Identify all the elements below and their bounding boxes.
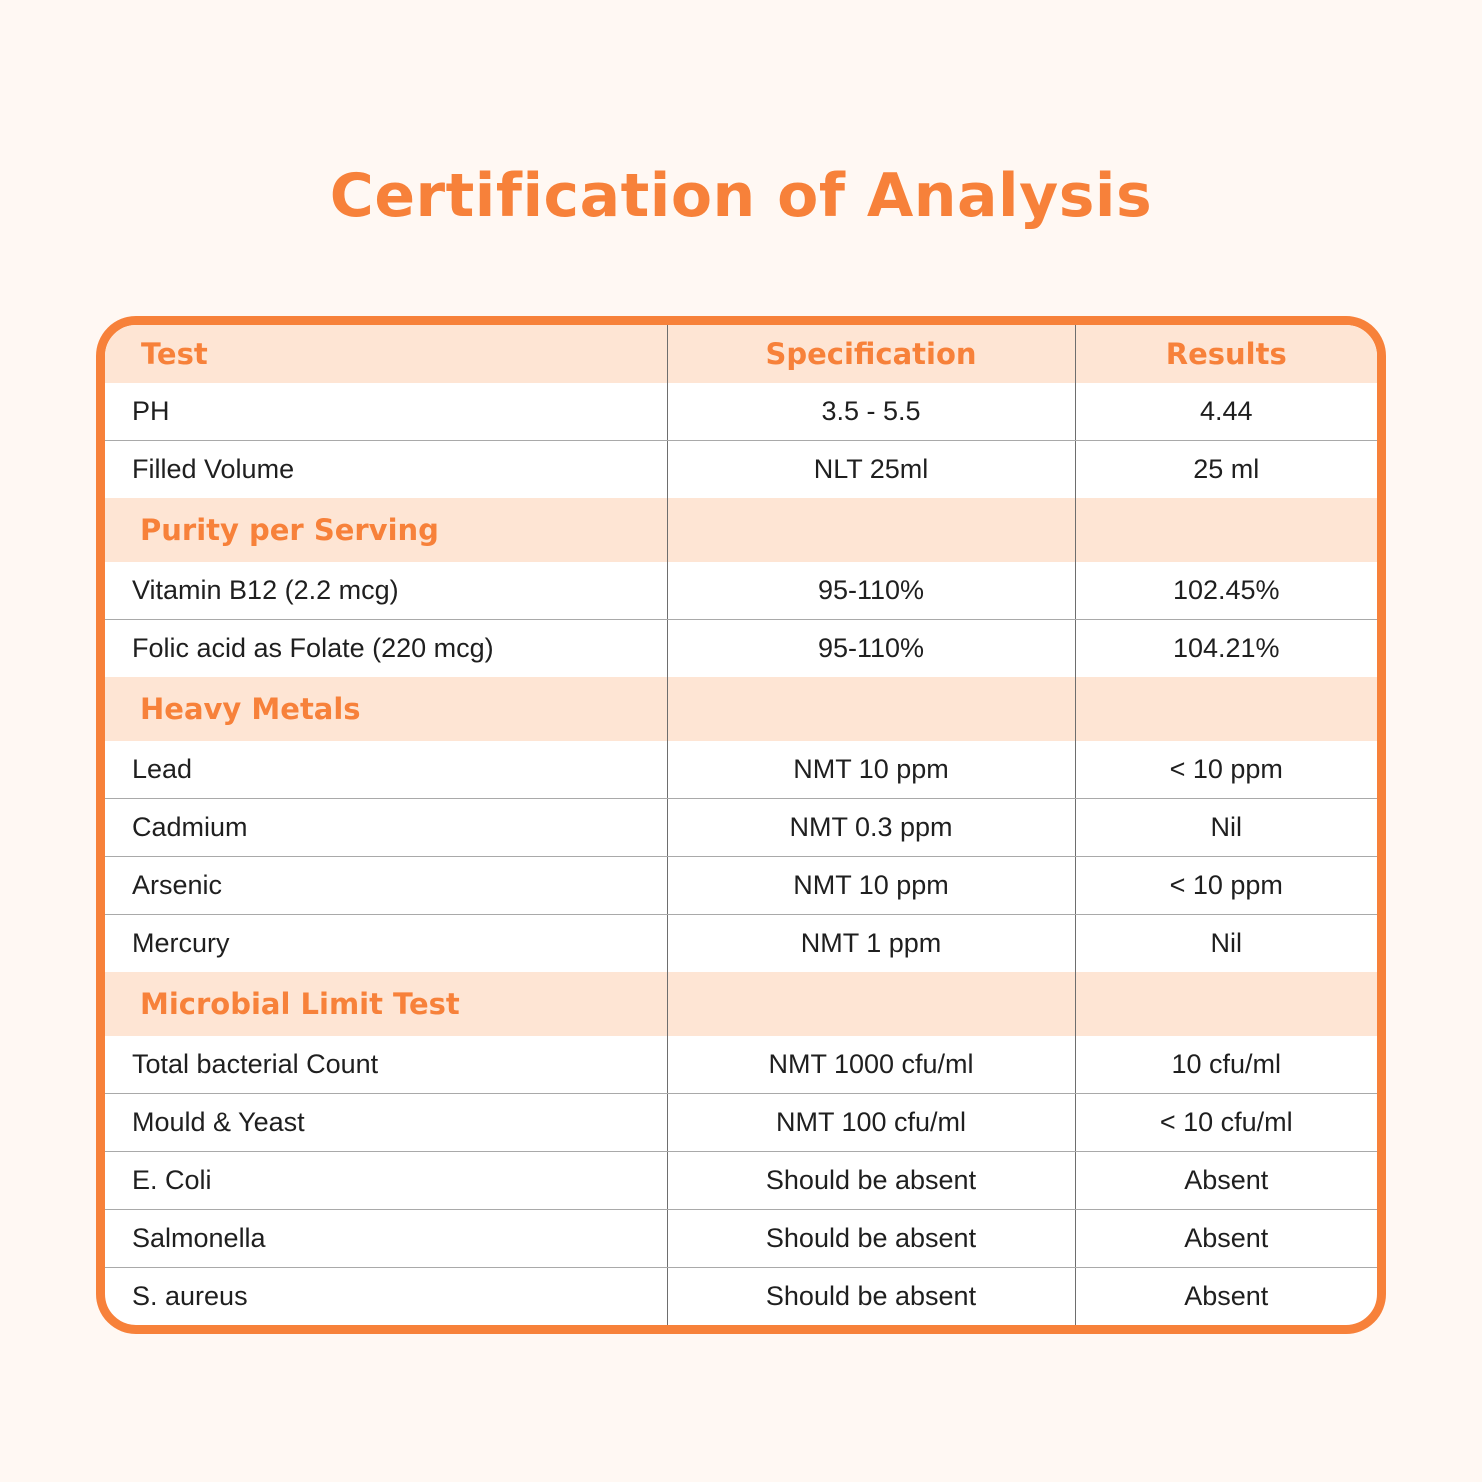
section-header-row <box>105 498 1377 562</box>
cell-result: Absent <box>1075 1268 1377 1326</box>
cell-test: Mould & Yeast <box>105 1094 667 1152</box>
cell-specification: Should be absent <box>667 1152 1075 1210</box>
cell-specification: NMT 100 cfu/ml <box>667 1094 1075 1152</box>
table-row <box>105 1210 1377 1268</box>
cell-result: Absent <box>1075 1210 1377 1268</box>
table-header-row <box>105 325 1377 383</box>
cell-test: PH <box>105 383 667 441</box>
table-row <box>105 1094 1377 1152</box>
cell-result: Absent <box>1075 1152 1377 1210</box>
cell-test: Vitamin B12 (2.2 mcg) <box>105 562 667 620</box>
cell-test: Mercury <box>132 928 230 958</box>
cell-specification: NLT 25ml <box>667 441 1075 499</box>
table-row <box>105 1036 1377 1094</box>
cell-result: 10 cfu/ml <box>1075 1036 1377 1094</box>
cell-result: 4.44 <box>1075 383 1377 441</box>
table-row <box>105 620 1377 678</box>
table-row <box>105 562 1377 620</box>
cell-test: Arsenic <box>105 857 667 915</box>
section-header-row <box>105 677 1377 741</box>
table-row <box>105 1268 1377 1326</box>
table-row <box>105 799 1377 857</box>
cell-test: Lead <box>105 741 667 799</box>
section-spacer-cell <box>1075 677 1377 741</box>
table-row <box>105 383 1377 441</box>
cell-specification: NMT 10 ppm <box>667 857 1075 915</box>
section-spacer-cell <box>1075 972 1377 1036</box>
cell-test: E. Coli <box>105 1152 667 1210</box>
cell-test: S. aureus <box>132 1281 248 1311</box>
cell-specification: Should be absent <box>667 1268 1075 1326</box>
section-spacer-cell <box>667 677 1075 741</box>
cell-result: < 10 ppm <box>1075 857 1377 915</box>
column-header-test: Test <box>105 325 667 383</box>
table-row <box>105 741 1377 799</box>
cell-specification: NMT 0.3 ppm <box>667 799 1075 857</box>
page-title: Certification of Analysis <box>329 161 1153 231</box>
cell-specification: NMT 1 ppm <box>667 915 1075 973</box>
cell-test: Filled Volume <box>132 454 295 484</box>
section-spacer-cell <box>667 972 1075 1036</box>
table-row <box>105 1152 1377 1210</box>
column-header-specification: Specification <box>667 325 1075 383</box>
table-body <box>105 383 1377 1325</box>
cell-result: 104.21% <box>1075 620 1377 678</box>
section-header-row <box>105 972 1377 1036</box>
section-label: Microbial Limit Test <box>105 972 667 1036</box>
cell-specification: 95-110% <box>667 620 1075 678</box>
cell-test: Total bacterial Count <box>105 1036 667 1094</box>
section-spacer-cell <box>667 498 1075 562</box>
cell-specification: Should be absent <box>667 1210 1075 1268</box>
cell-result: Nil <box>1075 915 1377 973</box>
section-label: Heavy Metals <box>105 677 667 741</box>
cell-specification: NMT 10 ppm <box>667 741 1075 799</box>
column-header-results: Results <box>1075 325 1377 383</box>
cell-result: 102.45% <box>1075 562 1377 620</box>
cell-specification: 3.5 - 5.5 <box>667 383 1075 441</box>
cell-test: Folic acid as Folate (220 mcg) <box>132 633 494 663</box>
section-spacer-cell <box>1075 498 1377 562</box>
cell-specification: 95-110% <box>667 562 1075 620</box>
cell-result: < 10 cfu/ml <box>1075 1094 1377 1152</box>
cell-result: 25 ml <box>1075 441 1377 499</box>
analysis-table <box>105 325 1377 1325</box>
analysis-table-frame <box>96 316 1386 1334</box>
cell-test: Cadmium <box>105 799 667 857</box>
table-row <box>105 857 1377 915</box>
cell-test: Salmonella <box>105 1210 667 1268</box>
cell-specification: NMT 1000 cfu/ml <box>667 1036 1075 1094</box>
table-row <box>105 441 1377 499</box>
cell-result: < 10 ppm <box>1075 741 1377 799</box>
cell-result: Nil <box>1075 799 1377 857</box>
table-row <box>105 915 1377 973</box>
section-label: Purity per Serving <box>105 498 667 562</box>
